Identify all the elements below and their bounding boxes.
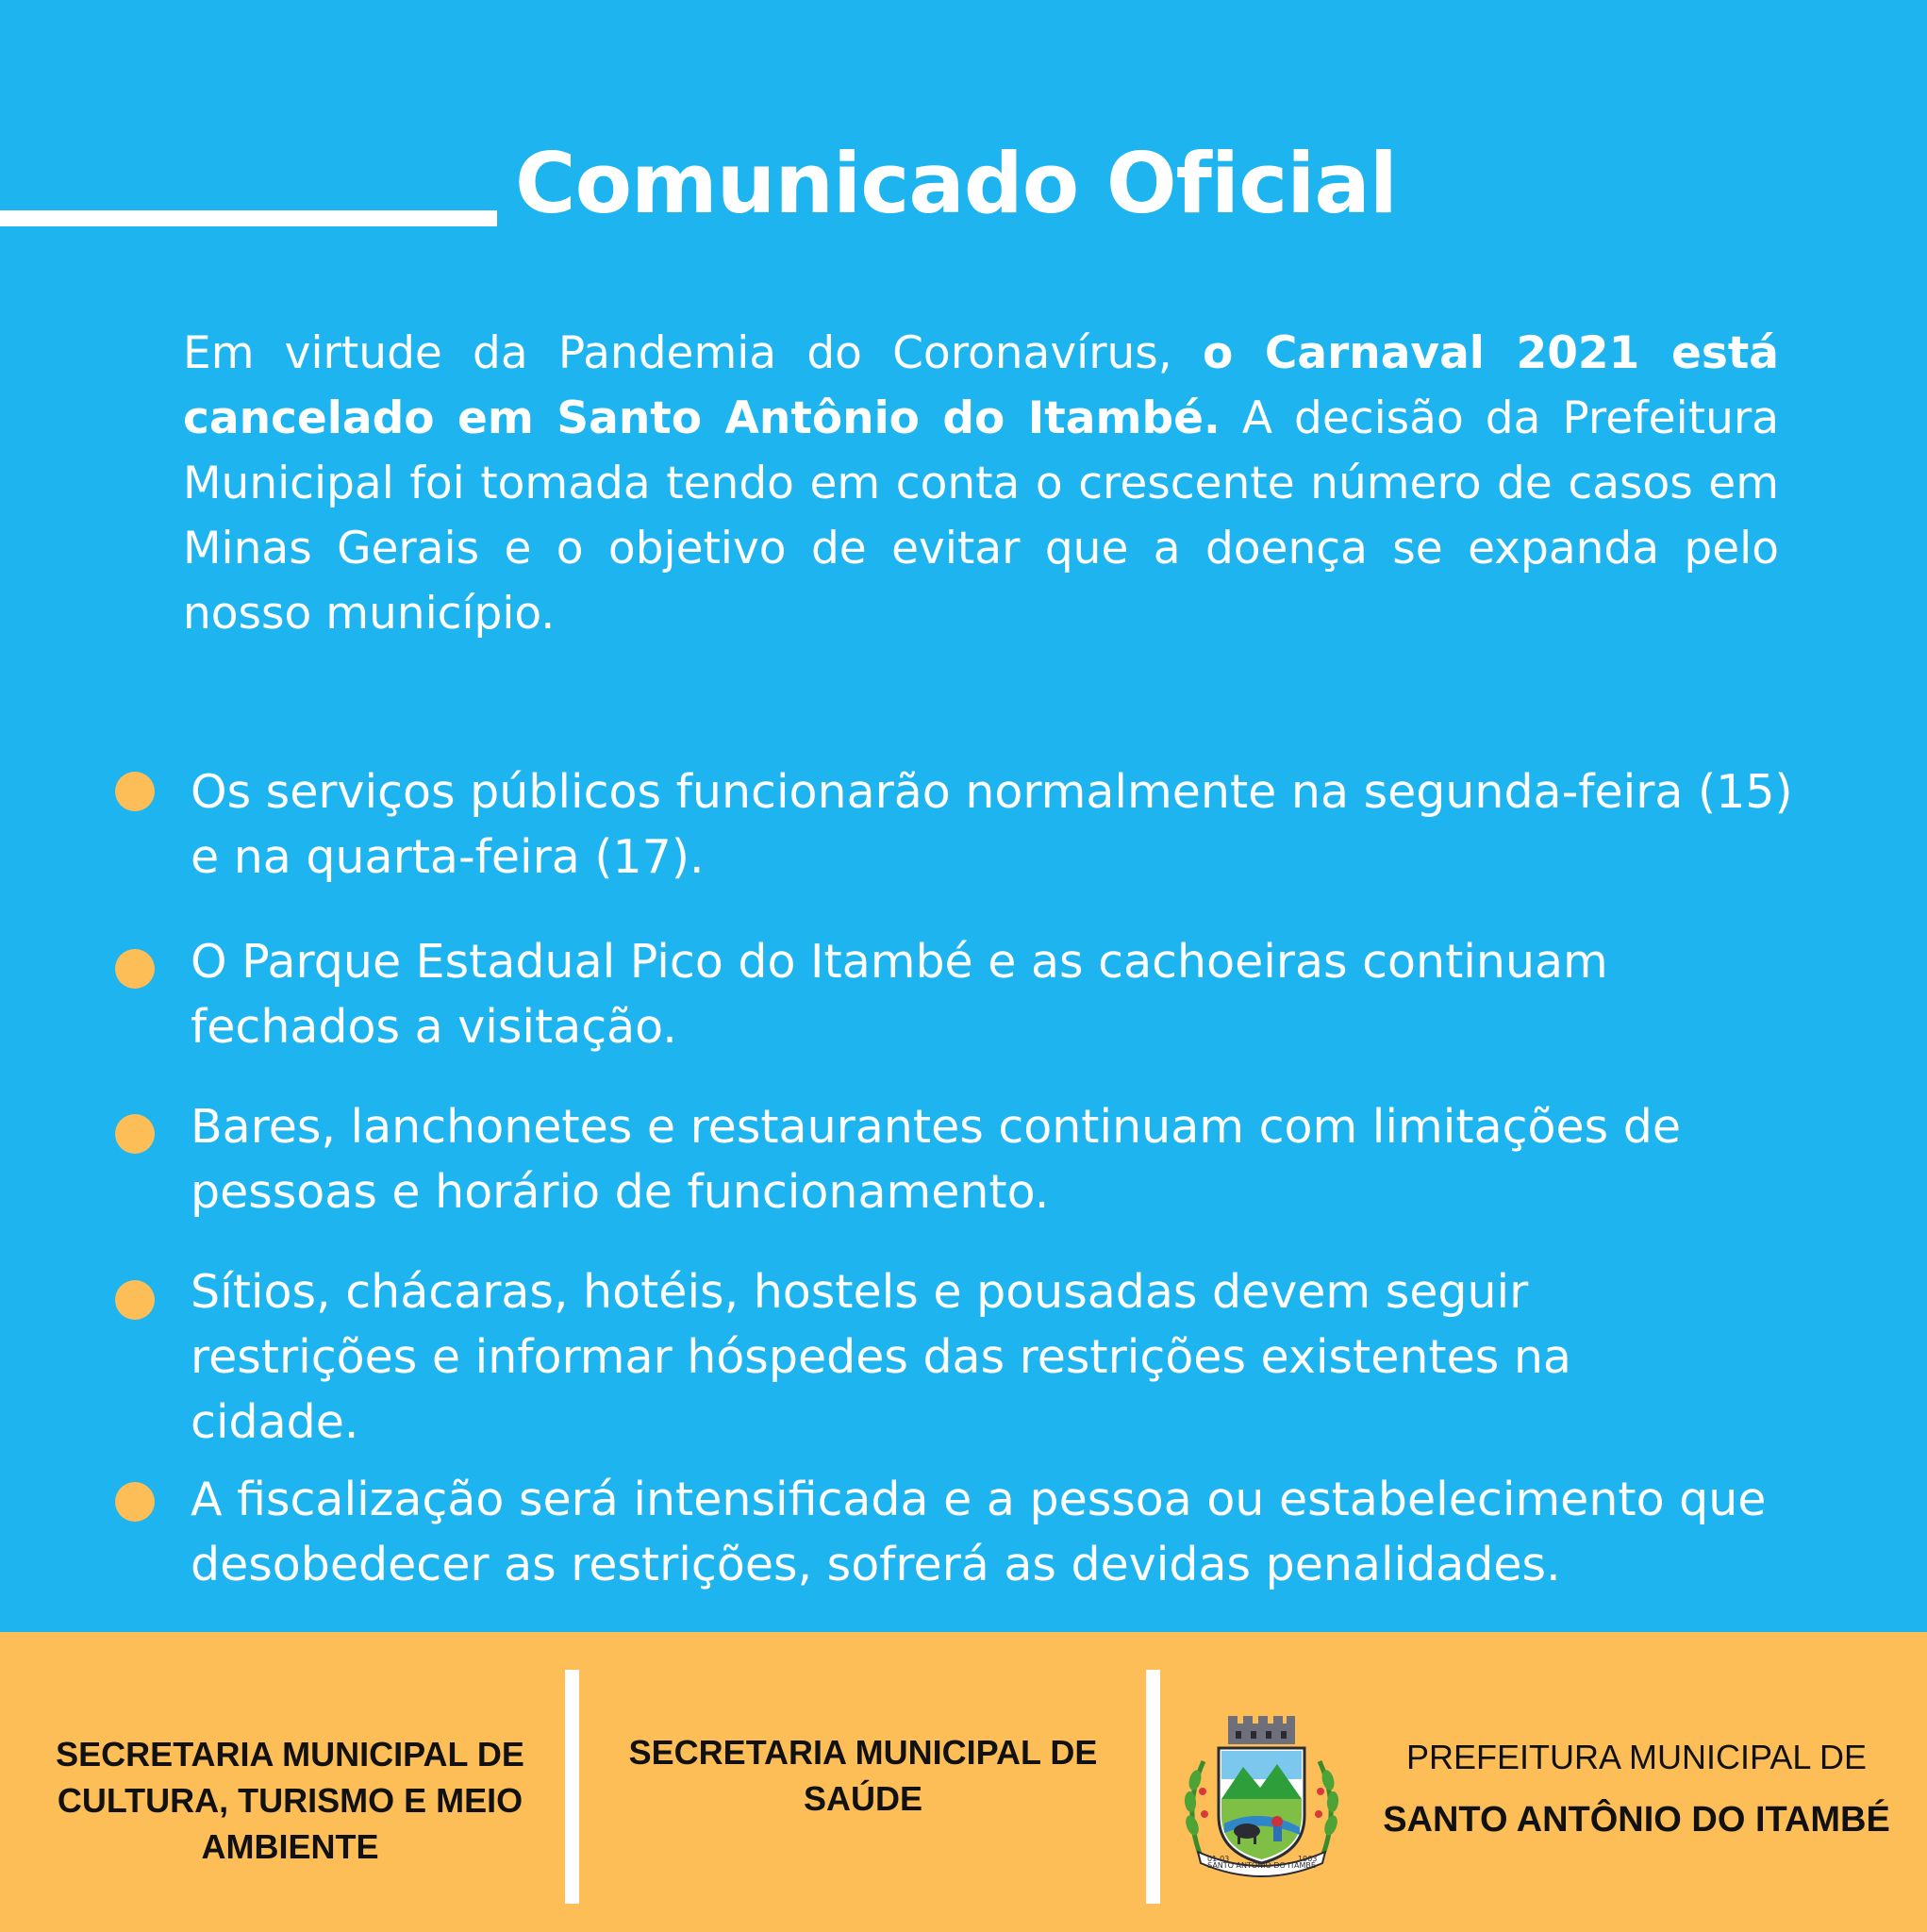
intro-text-start: Em virtude da Pandemia do Coronavírus, bbox=[183, 327, 1203, 379]
bullet-dot-icon bbox=[115, 1280, 155, 1320]
municipal-coat-of-arms-icon bbox=[1179, 1712, 1344, 1877]
list-item-text: A fiscalização será intensificada e a pessoa ou estabelecimento que desobedecer as restrições, sofrerá as devidas penalidades. bbox=[191, 1473, 1767, 1591]
seal-year-text: 1963 bbox=[1298, 1855, 1318, 1863]
list-item-text: Sítios, chácaras, hotéis, hostels e pousadas devem seguir restrições e informar hóspedes das restrições existentes na cidade. bbox=[191, 1265, 1571, 1449]
seal-date-text: 01-03 bbox=[1207, 1855, 1230, 1863]
seal-ribbon-text: SANTO ANTÔNIO DO ITAMBÉ bbox=[1207, 1861, 1316, 1870]
page-title: Comunicado Oficial bbox=[515, 135, 1397, 232]
list-item-text: Os serviços públicos funcionarão normalmente na segunda-feira (15) e na quarta-feira (17). bbox=[191, 765, 1793, 884]
intro-highlight: o Carnaval 2021 está cancelado em Santo Antônio do Itambé. bbox=[183, 327, 1780, 444]
footer-divider bbox=[565, 1670, 579, 1904]
secretaria-saude-label: SECRETARIA MUNICIPAL DE SAÚDE bbox=[628, 1733, 1098, 1818]
intro-paragraph bbox=[183, 321, 1779, 646]
secretaria-cultura-label: SECRETARIA MUNICIPAL DE CULTURA, TURISMO E MEIO AMBIENTE bbox=[56, 1735, 524, 1866]
prefeitura-label-line2: SANTO ANTÔNIO DO ITAMBÉ bbox=[1383, 1800, 1890, 1840]
bullet-dot-icon bbox=[115, 949, 155, 989]
prefeitura-label-line1: PREFEITURA MUNICIPAL DE bbox=[1405, 1738, 1868, 1776]
footer-divider bbox=[1146, 1670, 1160, 1904]
list-item-text: O Parque Estadual Pico do Itambé e as cachoeiras continuam fechados a visitação. bbox=[191, 935, 1608, 1054]
title-underline bbox=[0, 210, 497, 226]
bullet-dot-icon bbox=[115, 1114, 155, 1154]
bullet-dot-icon bbox=[115, 772, 155, 811]
bullet-dot-icon bbox=[115, 1482, 155, 1522]
footer-bar bbox=[0, 1632, 1927, 1932]
intro-text-end: A decisão da Prefeitura Municipal foi tomada tendo em conta o crescente número de casos em Minas Gerais e o objetivo de evitar que a doença se expanda pelo nosso município. bbox=[183, 392, 1779, 640]
list-item-text: Bares, lanchonetes e restaurantes continuam com limitações de pessoas e horário de funcionamento. bbox=[191, 1100, 1682, 1219]
